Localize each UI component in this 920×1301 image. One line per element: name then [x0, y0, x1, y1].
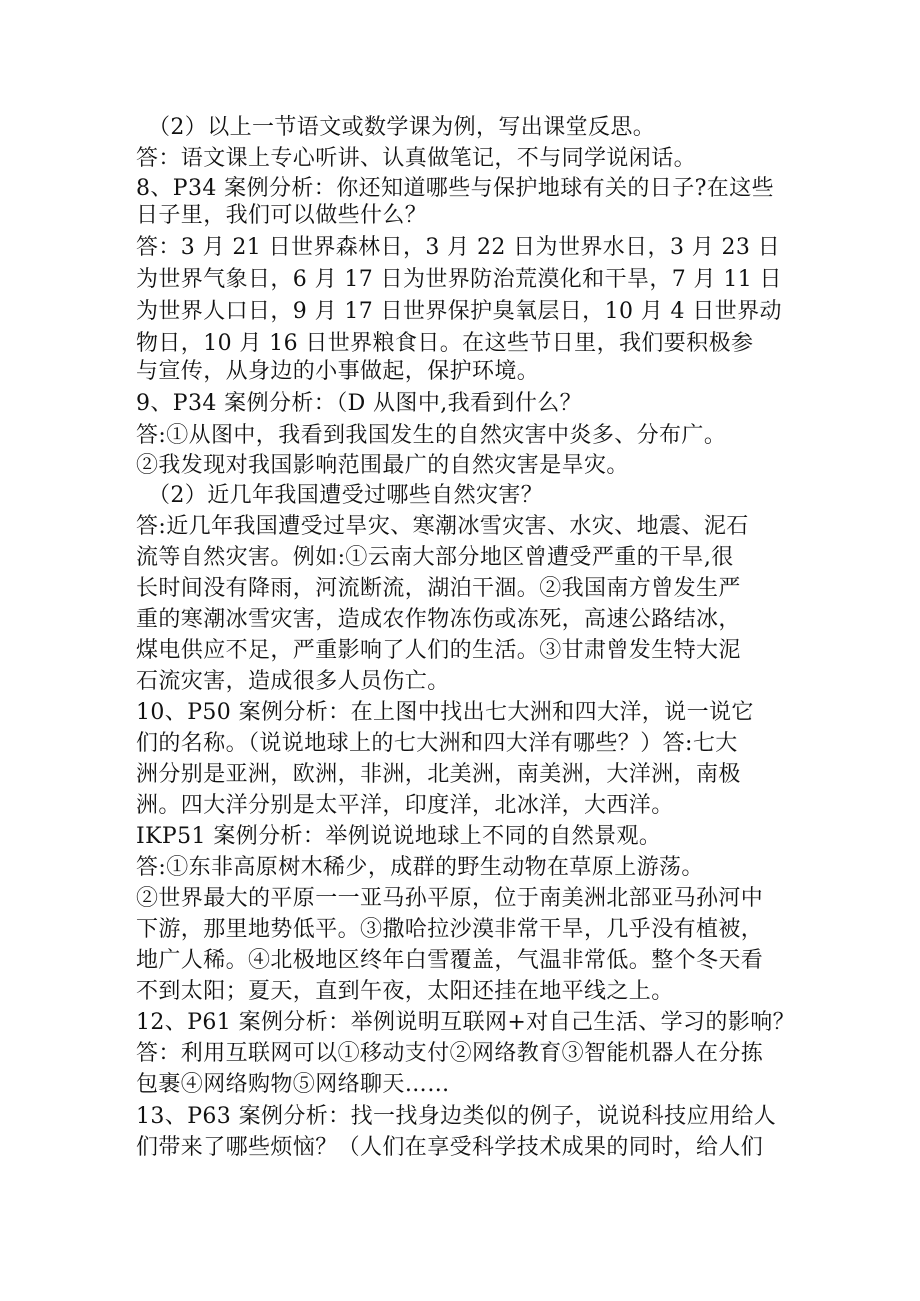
text-line: 答:①从图中，我看到我国发生的自然灾害中炎多、分布广。	[136, 423, 727, 448]
text-line: 物日，10 月 16 日世界粮食日。在这些节日里，我们要积极参	[136, 331, 754, 356]
text-line: 石流灾害，造成很多人员伤亡。	[136, 669, 450, 694]
text-line: IKP51 案例分析：举例说说地球上不同的自然景观。	[136, 824, 662, 849]
text-line: 12、P61 案例分析：举例说明互联网+对自己生活、学习的影响？	[136, 1010, 796, 1035]
text-line: 洲。四大洋分别是太平洋，印度洋，北冰洋，大西洋。	[136, 793, 674, 818]
text-line: 答：利用互联网可以①移动支付②网络教育③智能机器人在分拣	[136, 1041, 764, 1066]
text-line: 煤电供应不足，严重影响了人们的生活。③甘肃曾发生特大泥	[136, 638, 741, 663]
text-line: 重的寒潮冰雪灾害，造成农作物冻伤或冻死，高速公路结冰，	[136, 607, 741, 632]
text-line: （2）近几年我国遭受过哪些自然灾害？	[148, 483, 544, 508]
text-line: 洲分别是亚洲，欧洲，非洲，北美洲，南美洲，大洋洲，南极	[136, 762, 741, 787]
text-line: 答:①东非高原树木稀少，成群的野生动物在草原上游荡。	[136, 855, 704, 880]
text-line: 为世界人口日，9 月 17 日世界保护臭氧层日，10 月 4 日世界动	[136, 299, 782, 324]
text-line: 13、P63 案例分析：找一找身边类似的例子，说说科技应用给人	[136, 1104, 777, 1129]
text-line: ②我发现对我国影响范围最广的自然灾害是旱灾。	[136, 453, 629, 478]
text-line: 答:近几年我国遭受过旱灾、寒潮冰雪灾害、水灾、地震、泥石	[136, 514, 749, 539]
text-line: ②世界最大的平原一一亚马孙平原，位于南美洲北部亚马孙河中	[136, 886, 764, 911]
text-line: 们的名称。（说说地球上的七大洲和四大洋有哪些？）答:七大	[136, 731, 738, 756]
text-line: 地广人稀。④北极地区终年白雪覆盖，气温非常低。整个冬天看	[136, 948, 764, 973]
text-line: （2）以上一节语文或数学课为例，写出课堂反思。	[148, 115, 656, 140]
text-line: 答：3 月 21 日世界森林日，3 月 22 日为世界水日，3 月 23 日	[136, 235, 781, 260]
text-line: 日子里，我们可以做些什么？	[136, 203, 428, 228]
text-line: 答：语文课上专心听讲、认真做笔记，不与同学说闲话。	[136, 146, 697, 171]
text-line: 与宣传，从身边的小事做起，保护环境。	[136, 359, 540, 384]
text-line: 长时间没有降雨，河流断流，湖泊干涸。②我国南方曾发生严	[136, 576, 741, 601]
text-line: 8、P34 案例分析：你还知道哪些与保护地球有关的日子?在这些	[136, 176, 774, 201]
text-line: 流等自然灾害。例如:①云南大部分地区曾遭受严重的干旱,很	[136, 545, 734, 570]
text-line: 包裹④网络购物⑤网络聊天……	[136, 1072, 450, 1097]
text-line: 10、P50 案例分析：在上图中找出七大洲和四大洋，说一说它	[136, 700, 754, 725]
text-line: 为世界气象日，6 月 17 日为世界防治荒漠化和干旱，7 月 11 日	[136, 267, 782, 292]
text-line: 不到太阳；夏天，直到午夜，太阳还挂在地平线之上。	[136, 979, 674, 1004]
text-line: 9、P34 案例分析：（D 从图中,我看到什么？	[136, 391, 583, 416]
text-line: 们带来了哪些烦恼？（人们在享受科学技术成果的同时，给人们	[136, 1135, 764, 1160]
text-line: 下游，那里地势低平。③撒哈拉沙漠非常干旱，几乎没有植被，	[136, 917, 764, 942]
